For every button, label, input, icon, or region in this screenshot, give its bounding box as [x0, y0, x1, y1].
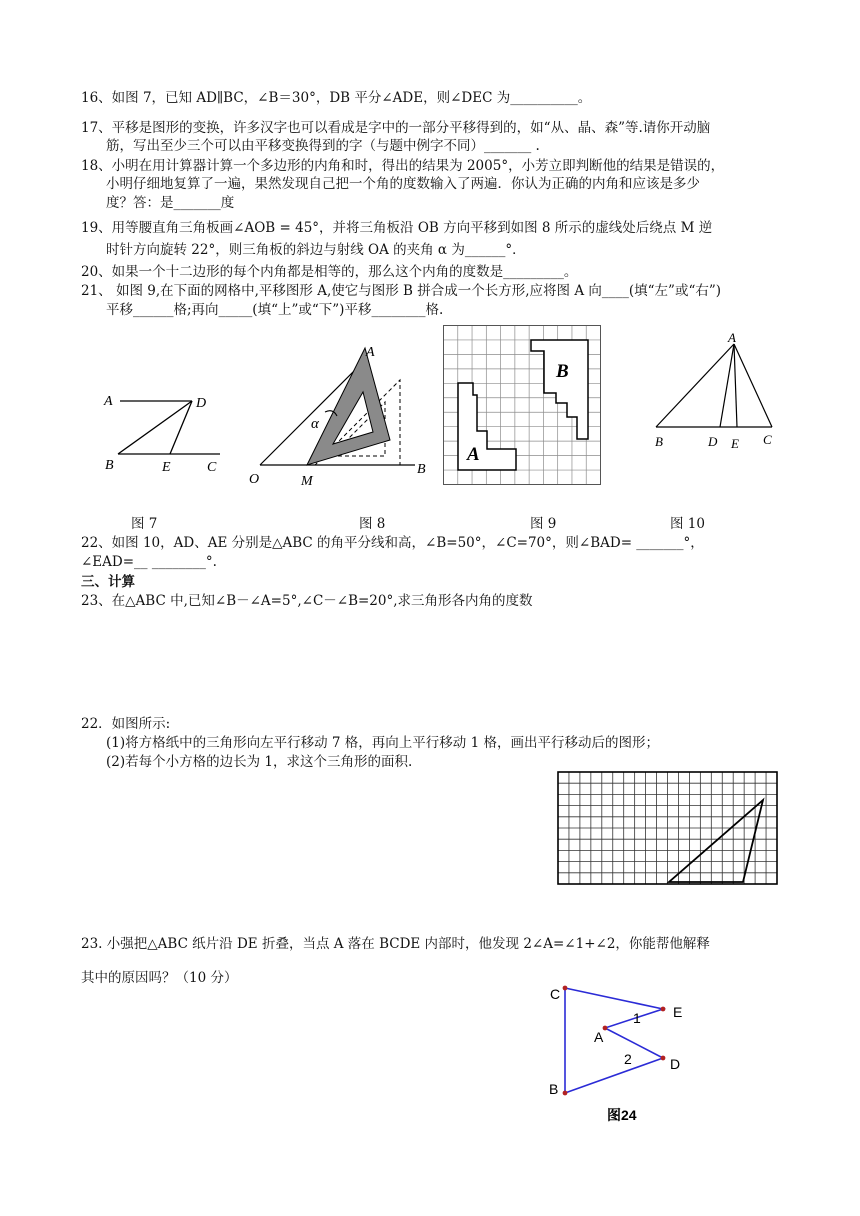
fig10-label-c: C [763, 432, 772, 447]
fig9-label-a: A [467, 444, 480, 465]
question-18-line3: 度？答：是_______度 [106, 195, 235, 211]
fig8-label-alpha: α [311, 416, 319, 432]
fig10-label-a: A [728, 330, 736, 345]
fig24-label-2: 2 [624, 1051, 632, 1067]
question-23a: 23、在△ABC 中,已知∠B－∠A=5°,∠C－∠B=20°,求三角形各内角的度数 [81, 593, 533, 609]
fig24-label-1: 1 [633, 1010, 641, 1026]
figure-24 [545, 980, 695, 1123]
figure-10 [650, 330, 790, 455]
fig8-label-a: A [366, 345, 375, 360]
figure-9 [443, 325, 603, 487]
question-19-line1: 19、用等腰直角三角板画∠AOB = 45°，并将三角板沿 OB 方向平移到如图 8 所示的虚线处后绕点 M 逆 [81, 220, 713, 236]
caption-figure-8: 图 8 [359, 516, 386, 532]
fig24-label-b: B [549, 1081, 559, 1097]
fig7-label-e: E [162, 460, 171, 475]
question-21-line1: 21、 如图 9,在下面的网格中,平移图形 A,使它与图形 B 拼合成一个长方形,应将图 A 向____(填“左”或“右”) [81, 283, 722, 299]
fig7-label-d: D [196, 396, 207, 411]
caption-figure-9: 图 9 [530, 516, 557, 532]
caption-figure-7: 图 7 [131, 516, 158, 532]
fig10-label-b: B [655, 434, 663, 449]
question-22b-line3: (2)若每个小方格的边长为 1，求这个三角形的面积. [106, 754, 413, 770]
fig10-label-d: D [708, 434, 718, 449]
fig24-label-e: E [673, 1004, 683, 1020]
fig7-label-c: C [207, 460, 217, 475]
fig9-label-b: B [556, 361, 569, 382]
question-17-line2: 筋，写出至少三个可以由平移变换得到的字（与题中例字不同）_______ . [106, 138, 540, 154]
question-19-line2: 时针方向旋转 22°，则三角板的斜边与射线 OA 的夹角 α 为______°． [106, 242, 526, 258]
fig8-label-m: M [301, 474, 313, 489]
fig7-label-a: A [104, 394, 113, 409]
fig24-caption: 图24 [607, 1107, 637, 1123]
fig24-label-a: A [594, 1029, 604, 1045]
question-23b-line2: 其中的原因吗？（10 分） [81, 970, 238, 986]
question-16: 16、如图 7，已知 AD∥BC，∠B＝30°，DB 平分∠ADE，则∠DEC 为__________。 [81, 90, 592, 106]
fig10-label-e: E [731, 436, 739, 451]
figure-8 [245, 340, 435, 490]
question-21-line2: 平移______格;再向_____(填“上”或“下”)平移________格. [106, 302, 444, 318]
question-18-line2: 小明仔细地复算了一遍，果然发现自己把一个角的度数输入了两遍．你认为正确的内角和应该是多少 [106, 176, 700, 192]
figure-7 [100, 385, 240, 485]
fig7-label-b: B [105, 458, 114, 473]
fig24-label-c: C [550, 986, 561, 1002]
question-22a-line1: 22、如图 10，AD、AE 分别是△ABC 的角平分线和高，∠B=50°，∠C=70°，则∠BAD= _______°， [81, 535, 704, 551]
fig24-label-d: D [670, 1056, 681, 1072]
grid-triangle-figure [557, 771, 779, 887]
section-heading-calculation: 三、计算 [81, 574, 135, 590]
caption-figure-10: 图 10 [670, 516, 705, 532]
question-22a-line2: ∠EAD=__ ________°. [81, 554, 217, 570]
question-17-line1: 17、平移是图形的变换，许多汉字也可以看成是字中的一部分平移得到的，如“从、晶、森”等.请你开动脑 [81, 120, 711, 136]
question-18-line1: 18、小明在用计算器计算一个多边形的内角和时，得出的结果为 2005°，小芳立即判断他的结果是错误的， [81, 158, 725, 174]
fig8-label-o: O [249, 472, 260, 487]
fig8-label-b: B [417, 462, 426, 477]
question-20: 20、如果一个十二边形的每个内角都是相等的，那么这个内角的度数是_________。 [81, 264, 578, 280]
question-22b-line1: 22．如图所示: [81, 716, 171, 732]
question-22b-line2: (1)将方格纸中的三角形向左平行移动 7 格，再向上平行移动 1 格，画出平行移动后的图形； [106, 735, 659, 751]
question-23b-line1: 23. 小强把△ABC 纸片沿 DE 折叠，当点 A 落在 BCDE 内部时，他发现 2∠A=∠1+∠2，你能帮他解释 [81, 936, 710, 952]
